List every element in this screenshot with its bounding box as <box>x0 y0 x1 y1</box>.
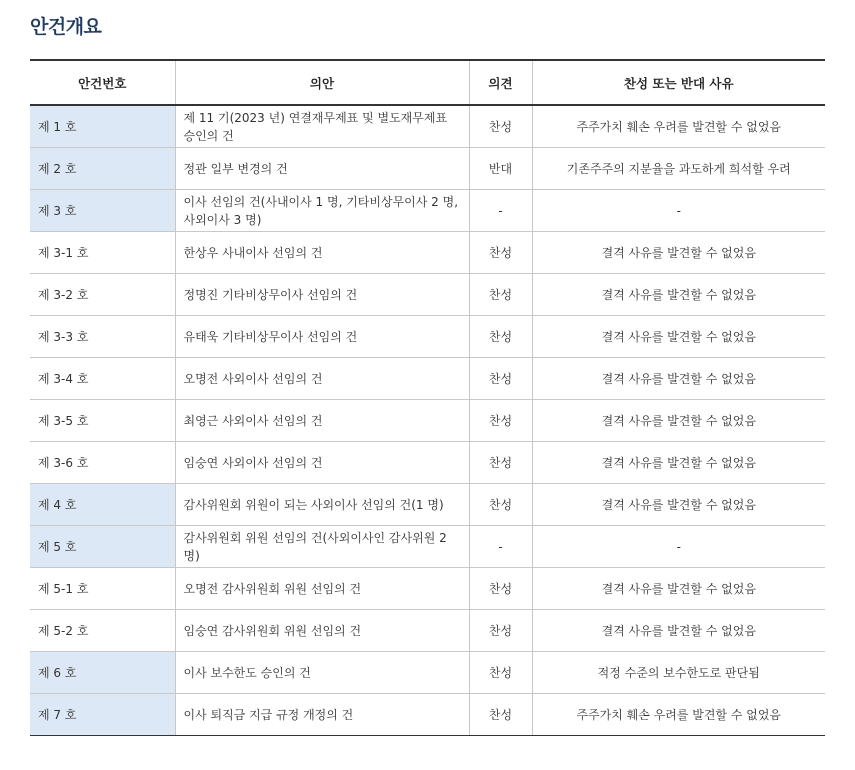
table-row <box>30 526 825 568</box>
opinion-cell: 찬성 <box>469 105 532 148</box>
reason-cell: 결격 사유를 발견할 수 없었음 <box>532 400 825 442</box>
reason-cell: 기존주주의 지분율을 과도하게 희석할 우려 <box>532 148 825 190</box>
column-header-agenda-no: 안건번호 <box>30 60 175 105</box>
opinion-cell: 찬성 <box>469 652 532 694</box>
agenda-title-cell: 감사위원회 위원 선임의 건(사외이사인 감사위원 2 명) <box>175 526 469 568</box>
table-row <box>30 400 825 442</box>
column-header-agenda: 의안 <box>175 60 469 105</box>
agenda-title-cell: 한상우 사내이사 선임의 건 <box>175 232 469 274</box>
column-header-reason: 찬성 또는 반대 사유 <box>532 60 825 105</box>
opinion-cell: - <box>469 526 532 568</box>
agenda-number-cell: 제 3-6 호 <box>30 442 175 484</box>
table-row <box>30 694 825 736</box>
agenda-title-cell: 제 11 기(2023 년) 연결재무제표 및 별도재무제표 승인의 건 <box>175 105 469 148</box>
agenda-number-cell: 제 3-5 호 <box>30 400 175 442</box>
table-row <box>30 610 825 652</box>
reason-cell: 결격 사유를 발견할 수 없었음 <box>532 274 825 316</box>
agenda-number-cell: 제 3 호 <box>30 190 175 232</box>
section-title: 안건개요 <box>30 16 102 38</box>
agenda-title-cell: 감사위원회 위원이 되는 사외이사 선임의 건(1 명) <box>175 484 469 526</box>
agenda-title-cell: 최영근 사외이사 선임의 건 <box>175 400 469 442</box>
agenda-number-cell: 제 3-4 호 <box>30 358 175 400</box>
agenda-title-cell: 정관 일부 변경의 건 <box>175 148 469 190</box>
table-row <box>30 274 825 316</box>
agenda-title-cell: 임숭연 사외이사 선임의 건 <box>175 442 469 484</box>
reason-cell: 주주가치 훼손 우려를 발견할 수 없었음 <box>532 694 825 736</box>
reason-cell: 결격 사유를 발견할 수 없었음 <box>532 610 825 652</box>
opinion-cell: 반대 <box>469 148 532 190</box>
reason-cell: 결격 사유를 발견할 수 없었음 <box>532 358 825 400</box>
reason-cell: 적정 수준의 보수한도로 판단됨 <box>532 652 825 694</box>
reason-cell: 결격 사유를 발견할 수 없었음 <box>532 484 825 526</box>
table-row <box>30 442 825 484</box>
agenda-title-cell: 이사 보수한도 승인의 건 <box>175 652 469 694</box>
opinion-cell: 찬성 <box>469 232 532 274</box>
agenda-number-cell: 제 5-1 호 <box>30 568 175 610</box>
agenda-title-cell: 오명전 사외이사 선임의 건 <box>175 358 469 400</box>
opinion-cell: 찬성 <box>469 484 532 526</box>
opinion-cell: 찬성 <box>469 400 532 442</box>
agenda-title-cell: 이사 퇴직금 지급 규정 개정의 건 <box>175 694 469 736</box>
agenda-number-cell: 제 3-1 호 <box>30 232 175 274</box>
agenda-title-cell: 오명전 감사위원회 위원 선임의 건 <box>175 568 469 610</box>
header-row <box>30 60 825 105</box>
reason-cell: 결격 사유를 발견할 수 없었음 <box>532 232 825 274</box>
agenda-table-body <box>30 105 825 736</box>
table-row <box>30 358 825 400</box>
table-row <box>30 568 825 610</box>
opinion-cell: 찬성 <box>469 358 532 400</box>
opinion-cell: 찬성 <box>469 442 532 484</box>
agenda-title-cell: 정명진 기타비상무이사 선임의 건 <box>175 274 469 316</box>
table-row <box>30 148 825 190</box>
agenda-number-cell: 제 6 호 <box>30 652 175 694</box>
opinion-cell: 찬성 <box>469 568 532 610</box>
reason-cell: 주주가치 훼손 우려를 발견할 수 없었음 <box>532 105 825 148</box>
column-header-opinion: 의견 <box>469 60 532 105</box>
agenda-table <box>30 59 825 736</box>
reason-cell: - <box>532 190 825 232</box>
agenda-title-cell: 이사 선임의 건(사내이사 1 명, 기타비상무이사 2 명, 사외이사 3 명) <box>175 190 469 232</box>
agenda-number-cell: 제 7 호 <box>30 694 175 736</box>
reason-cell: 결격 사유를 발견할 수 없었음 <box>532 568 825 610</box>
opinion-cell: 찬성 <box>469 610 532 652</box>
opinion-cell: - <box>469 190 532 232</box>
reason-cell: 결격 사유를 발견할 수 없었음 <box>532 316 825 358</box>
opinion-cell: 찬성 <box>469 316 532 358</box>
opinion-cell: 찬성 <box>469 694 532 736</box>
reason-cell: - <box>532 526 825 568</box>
table-row <box>30 484 825 526</box>
agenda-title-cell: 임숭연 감사위원회 위원 선임의 건 <box>175 610 469 652</box>
table-row <box>30 105 825 148</box>
agenda-number-cell: 제 2 호 <box>30 148 175 190</box>
opinion-cell: 찬성 <box>469 274 532 316</box>
agenda-title-cell: 유태욱 기타비상무이사 선임의 건 <box>175 316 469 358</box>
table-row <box>30 190 825 232</box>
agenda-number-cell: 제 4 호 <box>30 484 175 526</box>
table-row <box>30 232 825 274</box>
agenda-number-cell: 제 1 호 <box>30 105 175 148</box>
agenda-number-cell: 제 3-2 호 <box>30 274 175 316</box>
agenda-number-cell: 제 3-3 호 <box>30 316 175 358</box>
table-row <box>30 316 825 358</box>
agenda-number-cell: 제 5 호 <box>30 526 175 568</box>
agenda-number-cell: 제 5-2 호 <box>30 610 175 652</box>
table-row <box>30 652 825 694</box>
reason-cell: 결격 사유를 발견할 수 없었음 <box>532 442 825 484</box>
